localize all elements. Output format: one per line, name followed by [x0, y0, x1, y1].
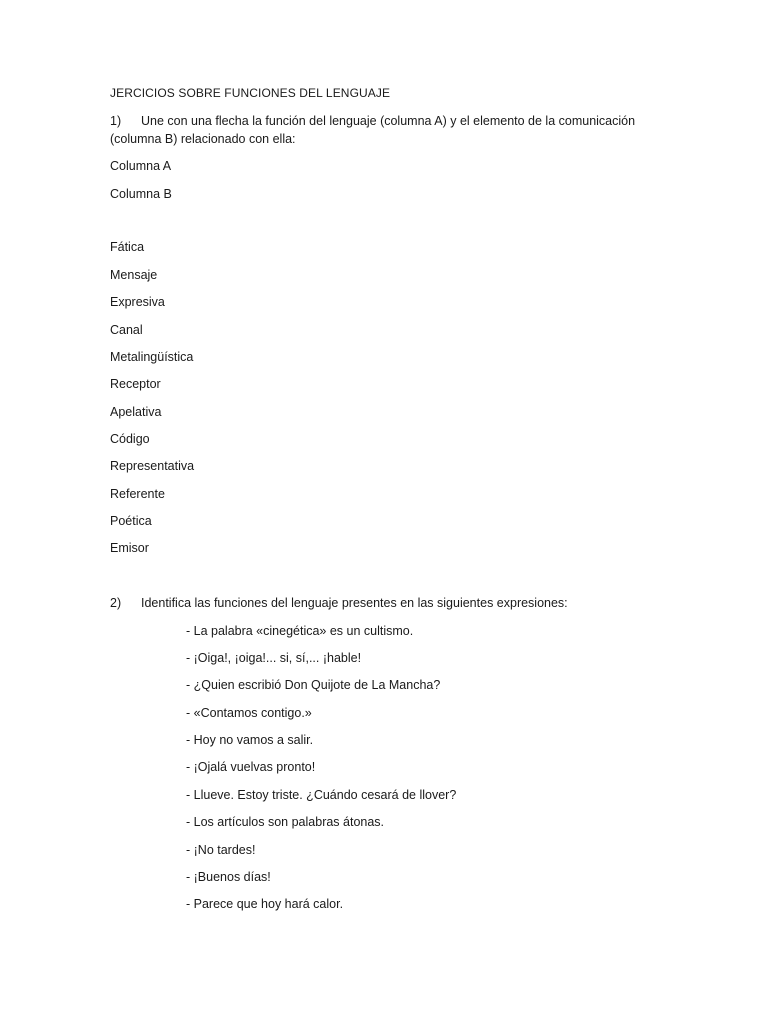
expression-item: - ¡Oiga!, ¡oiga!... si, sí,... ¡hable! [186, 651, 362, 665]
expression-item: - Llueve. Estoy triste. ¿Cuándo cesará de llover? [186, 788, 457, 802]
column-b-label: Columna B [110, 187, 172, 201]
question-1-text-line-1: Une con una flecha la función del lenguaje (columna A) y el elemento de la comunicación [141, 114, 636, 128]
expression-item: - Los artículos son palabras átonas. [186, 815, 385, 829]
list-item: Representativa [110, 459, 195, 473]
expression-item: - ¡Buenos días! [186, 870, 271, 884]
expression-item: - La palabra «cinegética» es un cultismo. [186, 624, 414, 638]
document-title: JERCICIOS SOBRE FUNCIONES DEL LENGUAJE [110, 86, 391, 100]
list-item: Metalingüística [110, 350, 194, 364]
question-2-text: Identifica las funciones del lenguaje presentes en las siguientes expresiones: [141, 596, 568, 610]
question-1-number: 1) [110, 114, 122, 128]
list-item: Apelativa [110, 405, 162, 419]
expression-item: - Hoy no vamos a salir. [186, 733, 314, 747]
expression-item: - ¡Ojalá vuelvas pronto! [186, 760, 316, 774]
question-1-text-line-2: (columna B) relacionado con ella: [110, 132, 296, 146]
column-a-label: Columna A [110, 159, 172, 173]
expression-item: - «Contamos contigo.» [186, 706, 312, 720]
list-item: Poética [110, 514, 152, 528]
list-item: Receptor [110, 377, 161, 391]
list-item: Expresiva [110, 295, 165, 309]
list-item: Código [110, 432, 150, 446]
expression-item: - ¡No tardes! [186, 843, 256, 857]
expression-item: - Parece que hoy hará calor. [186, 897, 344, 911]
list-item: Canal [110, 323, 143, 337]
list-item: Fática [110, 240, 145, 254]
question-2-number: 2) [110, 596, 122, 610]
list-item: Mensaje [110, 268, 158, 282]
expression-item: - ¿Quien escribió Don Quijote de La Mancha? [186, 678, 441, 692]
list-item: Emisor [110, 541, 149, 555]
list-item: Referente [110, 487, 165, 501]
